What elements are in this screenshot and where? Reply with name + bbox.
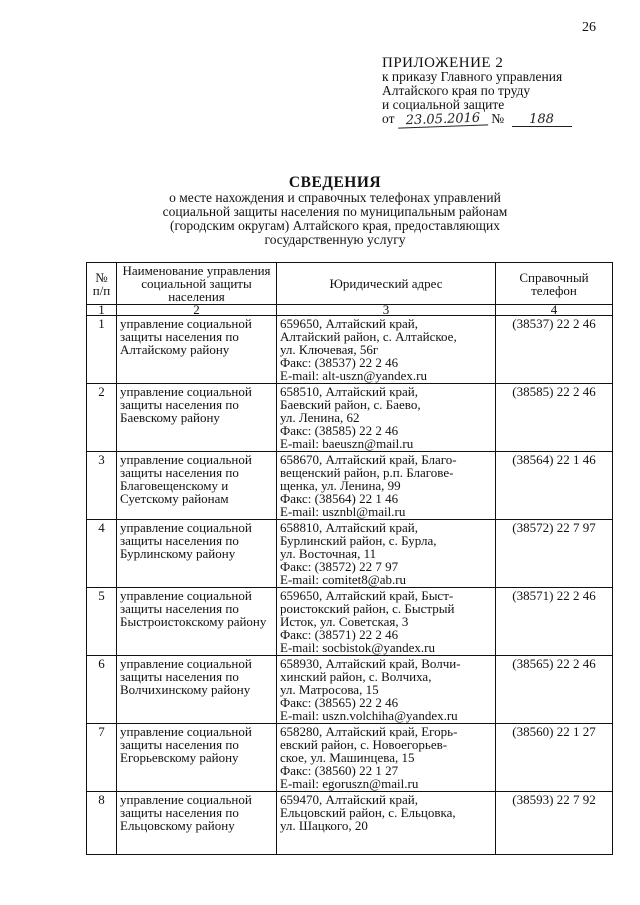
date-prefix: от: [382, 111, 395, 126]
address-line: E-mail: usznbl@mail.ru: [280, 504, 406, 519]
appendix-title: ПРИЛОЖЕНИЕ 2: [382, 55, 504, 71]
heading-line: (городским округам) Алтайского края, предоставляющих: [169, 218, 501, 233]
address-line: Факс: (38564) 22 1 46: [280, 491, 399, 506]
office-phone: (38571) 22 2 46: [496, 588, 613, 656]
address-line: 658280, Алтайский край, Егорь-: [280, 724, 458, 739]
address-line: E-mail: baeuszn@mail.ru: [280, 436, 414, 451]
table-row: [87, 316, 613, 384]
heading-line: о месте нахождения и справочных телефонах управлений: [169, 190, 501, 205]
header-phone: Справочный телефон: [496, 263, 613, 305]
table-row: [87, 452, 613, 520]
row-number: 5: [87, 588, 117, 656]
office-name: управление социальной защиты населения по Егорьевскому району: [117, 724, 277, 792]
number-prefix: №: [491, 111, 505, 126]
office-name: управление социальной защиты населения по Бурлинскому району: [117, 520, 277, 588]
column-index-row: [87, 305, 613, 316]
address-line: евский район, с. Новоегорьев-: [280, 737, 448, 752]
page-number: 26: [582, 20, 596, 35]
address-line: 658670, Алтайский край, Благо-: [280, 452, 457, 467]
column-index: 2: [117, 305, 277, 316]
handwritten-date: 23.05.2016: [398, 112, 488, 128]
handwritten-number: 188: [512, 114, 572, 127]
row-number: 7: [87, 724, 117, 792]
header-number: № п/п: [87, 263, 117, 305]
appendix-date-line: [382, 112, 622, 127]
office-phone: (38572) 22 7 97: [496, 520, 613, 588]
document-heading: [100, 176, 570, 247]
office-name: управление социальной защиты населения по Баевскому району: [117, 384, 277, 452]
table-body: [87, 316, 613, 855]
column-index: 4: [496, 305, 613, 316]
address-line: E-mail: comitet8@ab.ru: [280, 572, 407, 587]
address-line: ул. Ключевая, 56г: [280, 342, 379, 357]
office-phone: (38560) 22 1 27: [496, 724, 613, 792]
address-line: ул. Ленина, 62: [280, 410, 360, 425]
address-line: ское, ул. Машинцева, 15: [280, 750, 415, 765]
address-line: E-mail: alt-uszn@yandex.ru: [280, 368, 427, 383]
appendix-block: [382, 56, 622, 127]
address-line: E-mail: egoruszn@mail.ru: [280, 776, 419, 791]
header-name: Наименование управления социальной защиты населения: [117, 263, 277, 305]
office-address: [277, 724, 496, 792]
office-address: [277, 316, 496, 384]
table-row: [87, 792, 613, 855]
office-name: управление социальной защиты населения по Алтайскому району: [117, 316, 277, 384]
table-row: [87, 656, 613, 724]
address-line: Факс: (38565) 22 2 46: [280, 695, 399, 710]
office-phone: (38537) 22 2 46: [496, 316, 613, 384]
address-line: роистокский район, с. Быстрый: [280, 601, 455, 616]
address-line: 659650, Алтайский край, Быст-: [280, 588, 454, 603]
address-line: Факс: (38537) 22 2 46: [280, 355, 399, 370]
address-line: 658810, Алтайский край,: [280, 520, 418, 535]
office-address: [277, 656, 496, 724]
office-phone: (38565) 22 2 46: [496, 656, 613, 724]
column-index: 1: [87, 305, 117, 316]
office-address: [277, 452, 496, 520]
table-row: [87, 520, 613, 588]
offices-table: [86, 262, 613, 855]
address-line: ул. Матросова, 15: [280, 682, 379, 697]
address-line: 659650, Алтайский край,: [280, 316, 418, 331]
address-line: Факс: (38560) 22 1 27: [280, 763, 399, 778]
address-line: Бурлинский район, с. Бурла,: [280, 533, 437, 548]
office-phone: (38585) 22 2 46: [496, 384, 613, 452]
office-name: управление социальной защиты населения по Ельцовскому району: [117, 792, 277, 855]
address-line: E-mail: uszn.volchiha@yandex.ru: [280, 708, 458, 723]
office-phone: (38593) 22 7 92: [496, 792, 613, 855]
address-line: Ельцовский район, с. Ельцовка,: [280, 805, 456, 820]
address-line: Баевский район, с. Баево,: [280, 397, 421, 412]
address-line: хинский район, с. Волчиха,: [280, 669, 432, 684]
appendix-line: к приказу Главного управления: [382, 69, 563, 84]
header-address: Юридический адрес: [277, 263, 496, 305]
row-number: 4: [87, 520, 117, 588]
office-address: [277, 520, 496, 588]
table-row: [87, 724, 613, 792]
address-line: Исток, ул. Советская, 3: [280, 614, 409, 629]
office-name: управление социальной защиты населения по Волчихинскому району: [117, 656, 277, 724]
address-line: Факс: (38572) 22 7 97: [280, 559, 399, 574]
address-line: E-mail: socbistok@yandex.ru: [280, 640, 435, 655]
address-line: 658510, Алтайский край,: [280, 384, 418, 399]
heading-title: СВЕДЕНИЯ: [288, 174, 382, 191]
table-header-row: [87, 263, 613, 305]
address-line: Факс: (38585) 22 2 46: [280, 423, 399, 438]
column-index: 3: [277, 305, 496, 316]
appendix-line: и социальной защите: [382, 97, 505, 112]
address-line: ул. Шацкого, 20: [280, 818, 368, 833]
row-number: 1: [87, 316, 117, 384]
address-line: щенка, ул. Ленина, 99: [280, 478, 401, 493]
row-number: 8: [87, 792, 117, 855]
office-address: [277, 384, 496, 452]
table-row: [87, 588, 613, 656]
address-line: Факс: (38571) 22 2 46: [280, 627, 399, 642]
address-line: 659470, Алтайский край,: [280, 792, 418, 807]
office-phone: (38564) 22 1 46: [496, 452, 613, 520]
office-address: [277, 588, 496, 656]
heading-line: социальной защиты населения по муниципальным районам: [162, 204, 508, 219]
appendix-line: Алтайского края по труду: [382, 83, 531, 98]
row-number: 6: [87, 656, 117, 724]
office-name: управление социальной защиты населения по Благовещенскому и Суетскому районам: [117, 452, 277, 520]
address-line: вещенский район, р.п. Благове-: [280, 465, 454, 480]
office-address: [277, 792, 496, 855]
heading-line: государственную услугу: [264, 232, 406, 247]
row-number: 2: [87, 384, 117, 452]
row-number: 3: [87, 452, 117, 520]
address-line: Алтайский район, с. Алтайское,: [280, 329, 457, 344]
address-line: 658930, Алтайский край, Волчи-: [280, 656, 461, 671]
office-name: управление социальной защиты населения по Быстроистокскому району: [117, 588, 277, 656]
table-row: [87, 384, 613, 452]
address-line: ул. Восточная, 11: [280, 546, 377, 561]
